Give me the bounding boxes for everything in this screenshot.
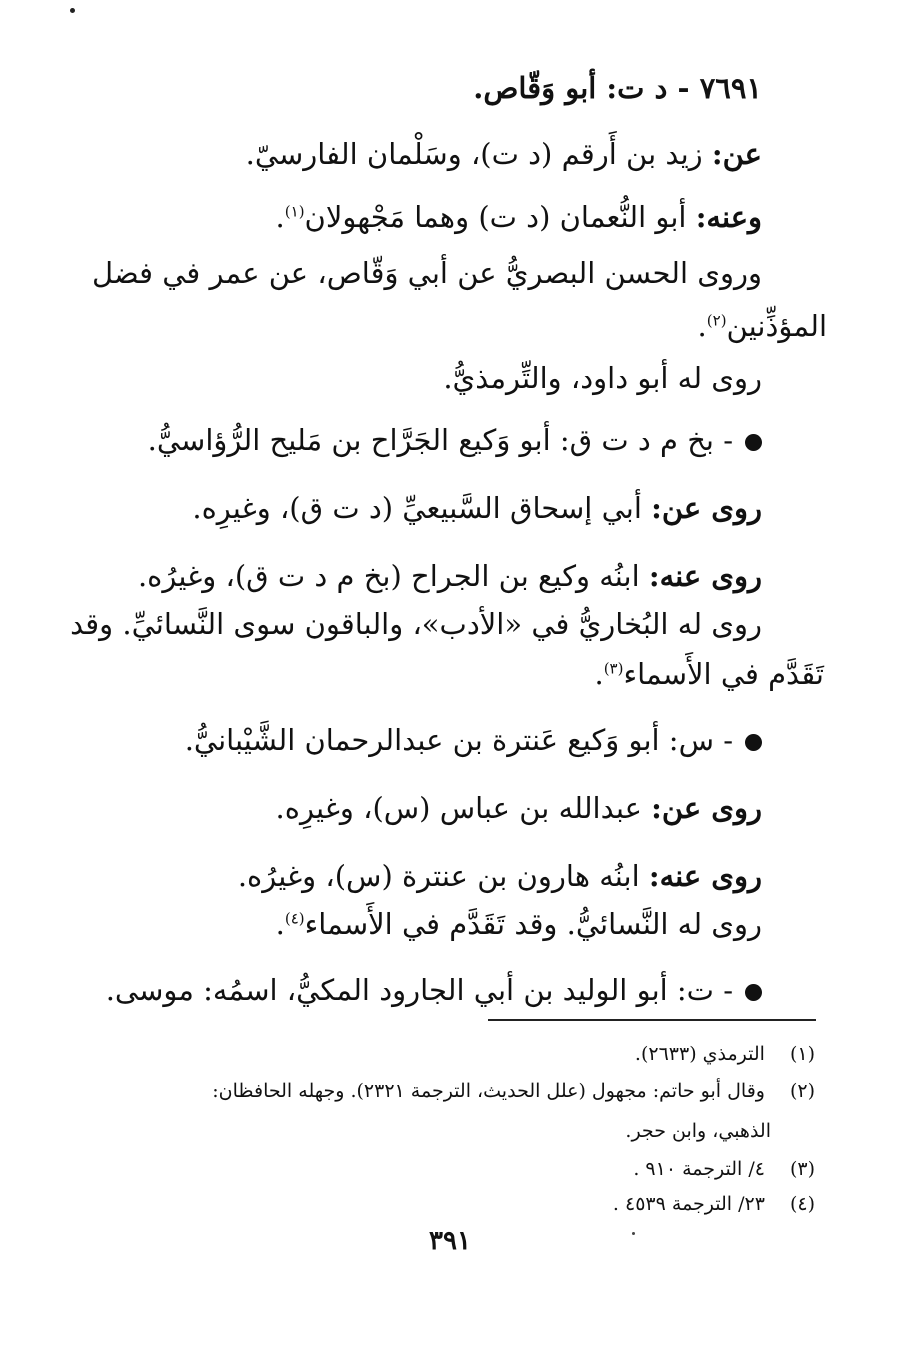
entry3-by-text: ابنُه هارون بن عنترة (س)، وغيرُه. bbox=[237, 859, 640, 893]
entry2-by-text: ابنُه وكيع بن الجراح (بخ م د ت ق)، وغيرُه. bbox=[137, 559, 640, 593]
page-number: ٣٩١ bbox=[429, 1226, 471, 1256]
from-label: عن: bbox=[711, 137, 762, 171]
entry3-by-label: روى عنه: bbox=[648, 859, 762, 893]
entry3-from-label: روى عن: bbox=[651, 791, 762, 825]
footnote-3 bbox=[80, 1155, 815, 1183]
footnote-number: (٤) bbox=[789, 1193, 815, 1215]
entry2-narration-text-2: تَقَدَّم في الأَسماء bbox=[623, 657, 824, 691]
footnote-4 bbox=[80, 1190, 815, 1218]
entry2-from-line bbox=[192, 488, 762, 528]
narration-line-1 bbox=[92, 253, 762, 293]
footnote-ref-2: (٢) bbox=[706, 311, 727, 330]
footnote-divider bbox=[488, 1019, 816, 1021]
narration-end: . bbox=[697, 309, 707, 343]
entry2-header bbox=[148, 420, 762, 460]
narration-text-1: وروى الحسن البصريُّ عن أبي وَقّاص، عن عمر في فضل bbox=[92, 256, 762, 290]
footnote-1 bbox=[80, 1040, 815, 1068]
entry2-narration-line-1 bbox=[70, 604, 762, 644]
entry-from-line bbox=[246, 134, 762, 174]
entry3-from-line bbox=[276, 788, 762, 828]
narrated-by-line bbox=[443, 358, 762, 398]
by-end: . bbox=[275, 200, 285, 234]
entry2-narration-line-2 bbox=[594, 654, 824, 694]
entry4-header bbox=[106, 970, 762, 1010]
footnote-text: وقال أبو حاتم: مجهول (علل الحديث، الترجمة ٢٣٢١). وجهله الحافظان: bbox=[212, 1080, 765, 1102]
page-speck bbox=[632, 1232, 635, 1235]
entry3-header bbox=[185, 720, 762, 760]
by-text: أبو النُّعمان (د ت) وهما مَجْهولان bbox=[304, 200, 687, 234]
page-speck bbox=[70, 8, 75, 13]
entry3-from-text: عبدالله بن عباس (س)، وغيرِه. bbox=[275, 791, 642, 825]
entry2-narration-text-1: روى له البُخاريُّ في «الأدب»، والباقون سوى النَّسائيِّ. وقد bbox=[70, 607, 762, 641]
entry3-narration-end: . bbox=[275, 907, 285, 941]
entry2-narration-end: . bbox=[594, 657, 604, 691]
entry-by-line bbox=[276, 197, 762, 237]
entry3-header-text: - س: أبو وَكيع عَنترة بن عبدالرحمان الشَّيْبانيُّ. bbox=[184, 723, 733, 757]
entry3-narration-line bbox=[276, 904, 762, 944]
narrated-by-text: روى له أبو داود، والتِّرمذيُّ. bbox=[443, 361, 762, 395]
footnote-2 bbox=[80, 1077, 815, 1105]
footnote-text-cont: الذهبي، وابن حجر. bbox=[625, 1120, 771, 1142]
entry2-header-text: - بخ م د ت ق: أبو وَكيع الجَرَّاح بن مَليح الرُّؤاسيُّ. bbox=[147, 423, 733, 457]
footnote-number: (٢) bbox=[789, 1080, 815, 1102]
bullet-icon bbox=[745, 734, 762, 751]
footnote-2-continuation bbox=[625, 1117, 771, 1145]
narration-line-2 bbox=[698, 306, 827, 346]
footnote-number: (١) bbox=[789, 1043, 815, 1065]
entry-header-7691 bbox=[473, 68, 762, 108]
from-text: زيد بن أَرقم (د ت)، وسَلْمان الفارسيّ. bbox=[245, 137, 703, 171]
footnote-text: ٢٣/ الترجمة ٤٥٣٩ . bbox=[612, 1193, 765, 1215]
entry2-by-label: روى عنه: bbox=[648, 559, 762, 593]
entry2-from-text: أبي إسحاق السَّبيعيِّ (د ت ق)، وغيرِه. bbox=[192, 491, 642, 525]
footnote-ref-1: (١) bbox=[284, 202, 305, 221]
footnote-number: (٣) bbox=[789, 1158, 815, 1180]
entry-header-text: ٧٦٩١ - د ت: أبو وَقّاص. bbox=[473, 71, 762, 105]
footnote-ref-4: (٤) bbox=[284, 909, 305, 928]
entry3-narration-text: روى له النَّسائيُّ. وقد تَقَدَّم في الأَسماء bbox=[304, 907, 762, 941]
bullet-icon bbox=[745, 984, 762, 1001]
entry4-header-text: - ت: أبو الوليد بن أبي الجارود المكيُّ، اسمُه: موسى. bbox=[105, 973, 733, 1007]
narration-text-2: المؤذِّنين bbox=[726, 309, 827, 343]
entry3-by-line bbox=[238, 856, 762, 896]
footnote-text: ٤/ الترجمة ٩١٠ . bbox=[633, 1158, 765, 1180]
footnote-text: الترمذي (٢٦٣٣). bbox=[634, 1043, 765, 1065]
footnote-ref-3: (٣) bbox=[603, 659, 624, 678]
bullet-icon bbox=[745, 434, 762, 451]
entry2-by-line bbox=[138, 556, 762, 596]
entry2-from-label: روى عن: bbox=[651, 491, 762, 525]
by-label: وعنه: bbox=[695, 200, 762, 234]
